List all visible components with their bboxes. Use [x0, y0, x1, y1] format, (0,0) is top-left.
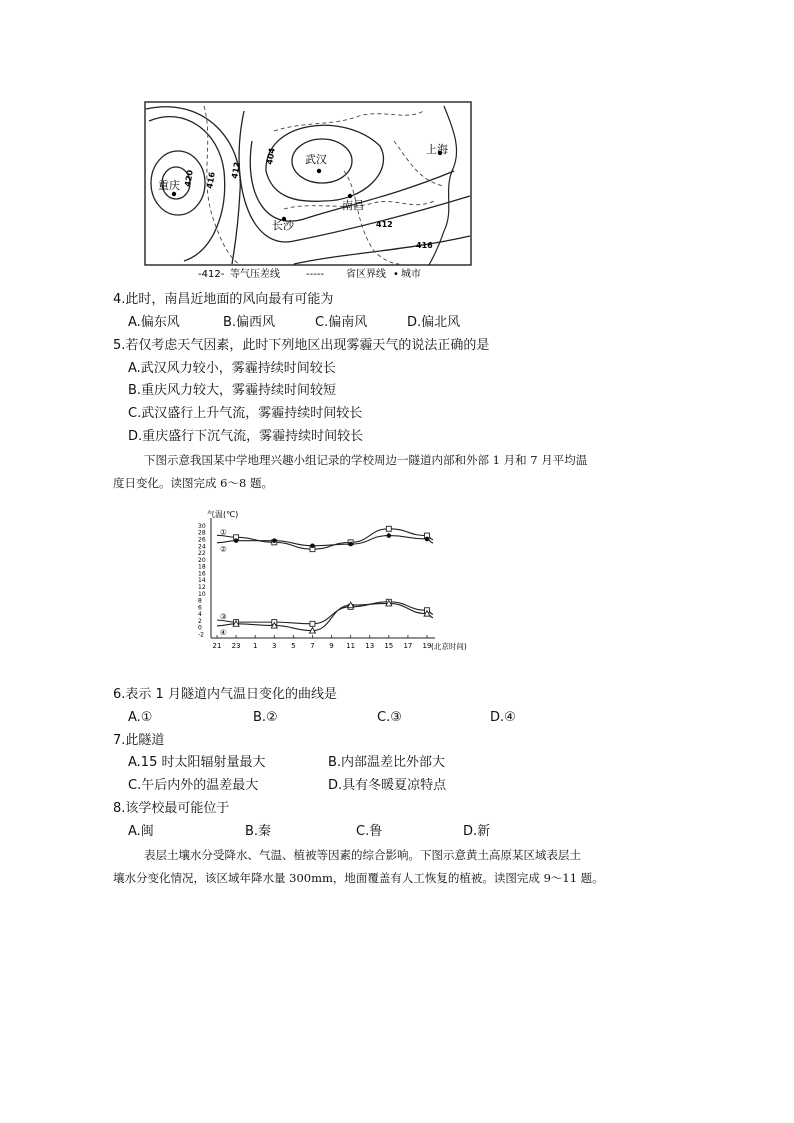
data-point — [310, 543, 315, 548]
q4-option-a[interactable]: A.偏东风 — [128, 315, 180, 330]
city-changsha: 长沙 — [272, 219, 294, 232]
q7-option-c[interactable]: C.午后内外的温差最大 — [128, 778, 259, 793]
q6-option-b[interactable]: B.② — [253, 710, 278, 725]
y-tick-label: 8 — [198, 597, 202, 605]
q7-option-b[interactable]: B.内部温差比外部大 — [328, 755, 446, 770]
x-tick-label: 23 — [231, 642, 241, 650]
y-tick-label: 22 — [198, 550, 206, 558]
question-4-stem: 4.此时，南昌近地面的风向最有可能为 — [113, 292, 334, 307]
series-line-2 — [217, 536, 433, 546]
question-7-stem: 7.此隧道 — [113, 733, 165, 748]
isobar-value: 416 — [205, 171, 217, 190]
question-5-stem: 5.若仅考虑天气因素，此时下列地区出现雾霾天气的说法正确的是 — [113, 338, 490, 353]
series-line-4 — [217, 603, 433, 630]
series-label-2: ② — [220, 544, 227, 554]
y-tick-label: -2 — [198, 631, 204, 639]
q5-option-b[interactable]: B.重庆风力较大，雾霾持续时间较短 — [128, 383, 337, 398]
isobar-value: 420 — [183, 169, 195, 188]
data-point — [348, 542, 353, 547]
intro-paragraph-1-line-1: 下图示意我国某中学地理兴趣小组记录的学校周边一隧道内部和外部 1 月和 7 月平均温 — [144, 453, 588, 467]
temperature-chart — [195, 506, 505, 666]
series-label-4: ④ — [220, 627, 227, 637]
x-tick-label: 9 — [329, 642, 334, 650]
x-tick-label: 15 — [384, 642, 394, 650]
y-tick-label: 4 — [198, 611, 202, 619]
legend-isobar-text: 等气压差线 — [230, 269, 280, 280]
map-legend — [198, 267, 421, 280]
y-tick-label: 0 — [198, 624, 202, 632]
y-tick-label: 18 — [198, 563, 206, 571]
data-point — [425, 537, 430, 542]
data-point — [310, 621, 315, 626]
intro-paragraph-2-line-2: 壤水分变化情况，该区域年降水量 300mm，地面覆盖有人工恢复的植被。读图完成 9～11 题。 — [113, 871, 604, 885]
legend-city-symbol: • — [393, 269, 399, 280]
isobar-map — [144, 101, 472, 281]
x-tick-label: 1 — [252, 642, 258, 650]
legend-province-symbol: ----- — [306, 269, 325, 280]
q5-option-d[interactable]: D.重庆盛行下沉气流，雾霾持续时间较长 — [128, 429, 364, 444]
x-tick-label: 19 — [422, 642, 432, 650]
intro-paragraph-1-line-2: 度日变化。读图完成 6～8 题。 — [113, 476, 273, 490]
q6-option-a[interactable]: A.① — [128, 710, 153, 725]
legend-isobar-symbol: -412- — [198, 269, 225, 280]
y-tick-label: 16 — [198, 570, 206, 578]
isobar-value: 404 — [265, 147, 277, 166]
q4-option-d[interactable]: D.偏北风 — [407, 315, 461, 330]
series-line-1 — [217, 529, 433, 549]
city-dot — [172, 192, 176, 196]
legend-province-text: 省区界线 — [346, 269, 386, 280]
q7-option-d[interactable]: D.具有冬暖夏凉特点 — [328, 778, 447, 793]
y-tick-label: 28 — [198, 529, 206, 537]
legend-city-text: 城市 — [401, 269, 421, 280]
data-point — [234, 538, 239, 543]
y-tick-label: 6 — [198, 604, 202, 612]
series-label-1: ① — [220, 527, 227, 537]
data-point — [386, 526, 391, 531]
question-8-stem: 8.该学校最可能位于 — [113, 801, 230, 816]
data-point — [387, 533, 392, 538]
city-wuhan: 武汉 — [305, 153, 327, 166]
city-dot — [348, 194, 352, 198]
q4-option-c[interactable]: C.偏南风 — [315, 315, 368, 330]
y-tick-label: 2 — [198, 617, 202, 625]
x-tick-label: 5 — [291, 642, 296, 650]
chart-xlabel: (北京时间) — [431, 642, 467, 651]
q5-option-a[interactable]: A.武汉风力较小，雾霾持续时间较长 — [128, 361, 336, 376]
intro-paragraph-2-line-1: 表层土壤水分受降水、气温、植被等因素的综合影响。下图示意黄土高原某区域表层土 — [144, 848, 581, 862]
q8-option-b[interactable]: B.秦 — [245, 824, 272, 839]
isobar-value: 416 — [416, 241, 433, 250]
isobar-value: 412 — [376, 220, 393, 229]
q6-option-d[interactable]: D.④ — [490, 710, 516, 725]
y-tick-label: 10 — [198, 590, 206, 598]
x-tick-label: 3 — [272, 642, 277, 650]
isobar-value: 412 — [230, 161, 242, 180]
q5-option-c[interactable]: C.武汉盛行上升气流，雾霾持续时间较长 — [128, 406, 363, 421]
x-tick-label: 13 — [365, 642, 375, 650]
y-tick-label: 30 — [198, 522, 206, 530]
y-tick-label: 14 — [198, 577, 206, 585]
x-tick-label: 7 — [310, 642, 315, 650]
y-tick-label: 26 — [198, 536, 206, 544]
q4-option-b[interactable]: B.偏西风 — [223, 315, 276, 330]
data-point — [272, 538, 277, 543]
x-tick-label: 11 — [346, 642, 356, 650]
y-tick-label: 20 — [198, 556, 206, 564]
q6-option-c[interactable]: C.③ — [377, 710, 402, 725]
q8-option-d[interactable]: D.新 — [463, 824, 491, 839]
y-tick-label: 24 — [198, 543, 206, 551]
q7-option-a[interactable]: A.15 时太阳辐射量最大 — [128, 755, 266, 770]
q8-option-c[interactable]: C.鲁 — [356, 824, 383, 839]
question-6-stem: 6.表示 1 月隧道内气温日变化的曲线是 — [113, 687, 337, 702]
chart-ylabel: 气温(℃) — [207, 510, 239, 519]
y-tick-label: 12 — [198, 583, 206, 591]
q8-option-a[interactable]: A.闽 — [128, 824, 154, 839]
city-dot — [317, 169, 321, 173]
x-tick-label: 17 — [403, 642, 413, 650]
isobar-map-figure — [144, 101, 472, 281]
city-chongqing: 重庆 — [158, 179, 180, 192]
x-tick-label: 21 — [212, 642, 222, 650]
temperature-chart-figure — [195, 506, 505, 666]
series-label-3: ③ — [220, 612, 227, 622]
city-shanghai: 上海 — [426, 143, 448, 156]
city-nanchang: 南昌 — [342, 199, 364, 212]
